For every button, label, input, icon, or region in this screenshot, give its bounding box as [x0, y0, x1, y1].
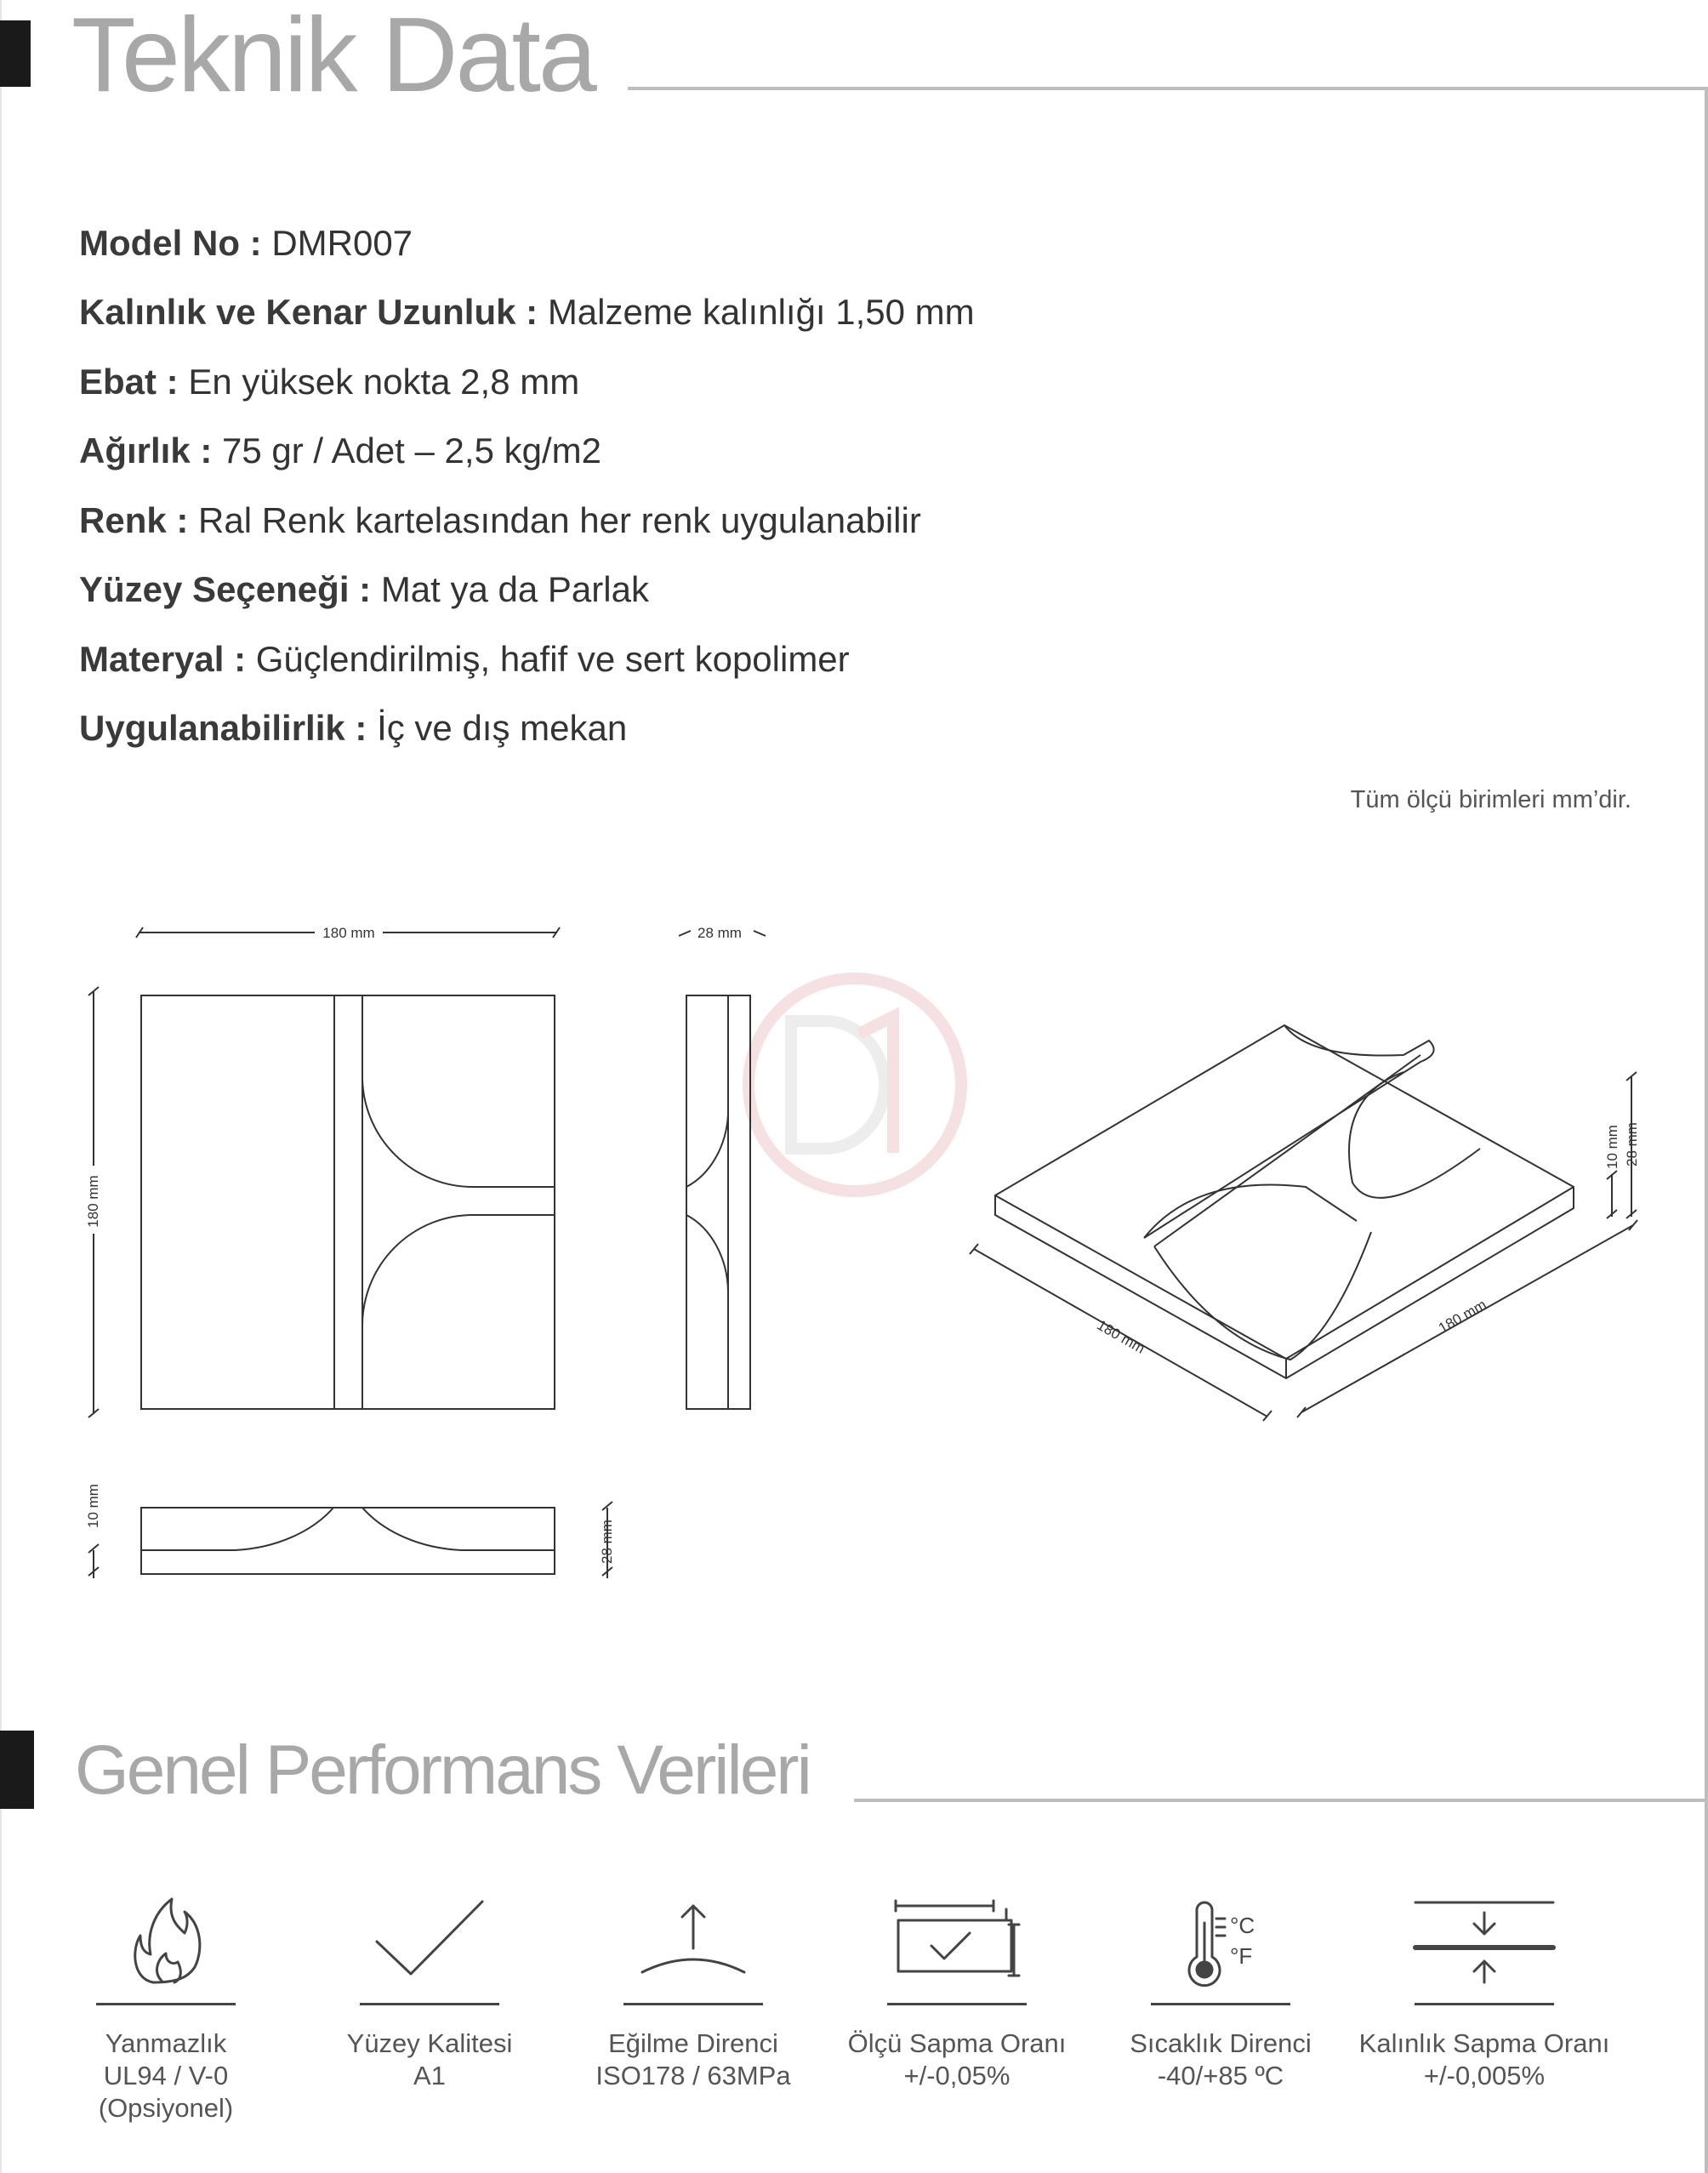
- perf-value: A1: [413, 2061, 446, 2090]
- icon-underline: [96, 2003, 236, 2005]
- icon-underline: [887, 2003, 1027, 2005]
- fahrenheit-unit: °F: [1230, 1943, 1253, 1969]
- side-view: [686, 995, 750, 1409]
- performance-icons: [0, 1880, 1708, 1991]
- spec-label: Ağırlık :: [79, 431, 213, 471]
- perf-title: Yanmazlık: [105, 2028, 227, 2058]
- dim-width-label: 180 mm: [322, 925, 375, 941]
- spec-value: Ral Renk kartelasından her renk uygulanabilir: [198, 500, 921, 540]
- thickness-arrows-icon: [1415, 1902, 1553, 1982]
- spec-material: [79, 639, 850, 680]
- perf-title: Ölçü Sapma Oranı: [847, 2028, 1067, 2058]
- section-title-technical: Teknik Data: [71, 0, 595, 114]
- perf-fire-resistance: [38, 2028, 293, 2125]
- spec-value: 75 gr / Adet – 2,5 kg/m2: [222, 431, 601, 471]
- spec-value: DMR007: [271, 223, 413, 263]
- iso-depth-label: 28 mm: [1624, 1122, 1640, 1166]
- checkmark-icon: [377, 1902, 482, 1974]
- icon-underline: [623, 2003, 763, 2005]
- spec-model: [79, 223, 413, 264]
- perf-value: ISO178 / 63MPa: [595, 2061, 791, 2090]
- section-marker: [0, 1731, 34, 1809]
- perf-title: Eğilme Direnci: [608, 2028, 778, 2058]
- spec-value: Güçlendirilmiş, hafif ve sert kopolimer: [255, 639, 850, 679]
- perf-bending-strength: [566, 2028, 821, 2092]
- spec-thickness: [79, 292, 975, 333]
- perf-surface-quality: [302, 2028, 557, 2092]
- spec-label: Ebat :: [79, 362, 179, 402]
- spec-value: Malzeme kalınlığı 1,50 mm: [547, 292, 975, 332]
- perf-value: +/-0,005%: [1423, 2061, 1546, 2090]
- perf-dimension-tolerance: [829, 2028, 1085, 2092]
- thermometer-icon: [1189, 1902, 1225, 1986]
- dim-depth-label: 28 mm: [697, 925, 742, 941]
- spec-label: Kalınlık ve Kenar Uzunluk :: [79, 292, 538, 332]
- spec-value: İç ve dış mekan: [377, 708, 628, 748]
- watermark-logo: [749, 978, 961, 1191]
- dim-depth-label-bottom: 28 mm: [599, 1520, 615, 1564]
- iso-length-label: 180 mm: [1435, 1296, 1489, 1337]
- flame-icon: [135, 1899, 200, 1982]
- spec-label: Uygulanabilirlik :: [79, 708, 367, 748]
- isometric-view: [995, 1025, 1574, 1378]
- front-view: [141, 995, 555, 1409]
- perf-title: Yüzey Kalitesi: [346, 2028, 513, 2058]
- section-marker: [0, 20, 31, 87]
- perf-temperature-resistance: [1093, 2028, 1348, 2092]
- bending-arrow-icon: [642, 1906, 744, 1972]
- icon-underline: [360, 2003, 499, 2005]
- perf-value: -40/+85 ºC: [1157, 2061, 1284, 2090]
- section-title-performance: Genel Performans Verileri: [75, 1731, 810, 1809]
- perf-thickness-tolerance: [1357, 2028, 1612, 2092]
- celsius-unit: °C: [1230, 1913, 1255, 1938]
- measure-check-icon: [896, 1901, 1019, 1976]
- spec-surface: [79, 569, 649, 610]
- perf-value: +/-0,05%: [903, 2061, 1011, 2090]
- perf-value: UL94 / V-0: [103, 2061, 229, 2090]
- spec-value: Mat ya da Parlak: [380, 569, 649, 609]
- perf-title: Kalınlık Sapma Oranı: [1358, 2028, 1610, 2058]
- technical-drawing: [0, 876, 1708, 1617]
- iso-relief-label: 10 mm: [1604, 1125, 1620, 1169]
- spec-label: Yüzey Seçeneği :: [79, 569, 372, 609]
- spec-label: Model No :: [79, 223, 262, 263]
- units-note: Tüm ölçü birimleri mm’dir.: [1350, 786, 1631, 813]
- spec-size: [79, 362, 579, 402]
- perf-title: Sıcaklık Direnci: [1130, 2028, 1312, 2058]
- spec-color: [79, 500, 921, 541]
- section-rule: [628, 87, 1708, 90]
- top-view: [141, 1508, 555, 1574]
- icon-underline: [1415, 2003, 1554, 2005]
- icon-underline: [1151, 2003, 1290, 2005]
- section-rule: [854, 1799, 1708, 1802]
- dim-height-label: 180 mm: [85, 1175, 101, 1228]
- spec-weight: [79, 431, 601, 471]
- dim-relief-label: 10 mm: [85, 1484, 101, 1528]
- spec-value: En yüksek nokta 2,8 mm: [188, 362, 580, 402]
- perf-note: (Opsiyonel): [98, 2093, 234, 2123]
- spec-label: Renk :: [79, 500, 189, 540]
- spec-label: Materyal :: [79, 639, 247, 679]
- spec-application: [79, 708, 627, 749]
- iso-width-label: 180 mm: [1094, 1316, 1148, 1357]
